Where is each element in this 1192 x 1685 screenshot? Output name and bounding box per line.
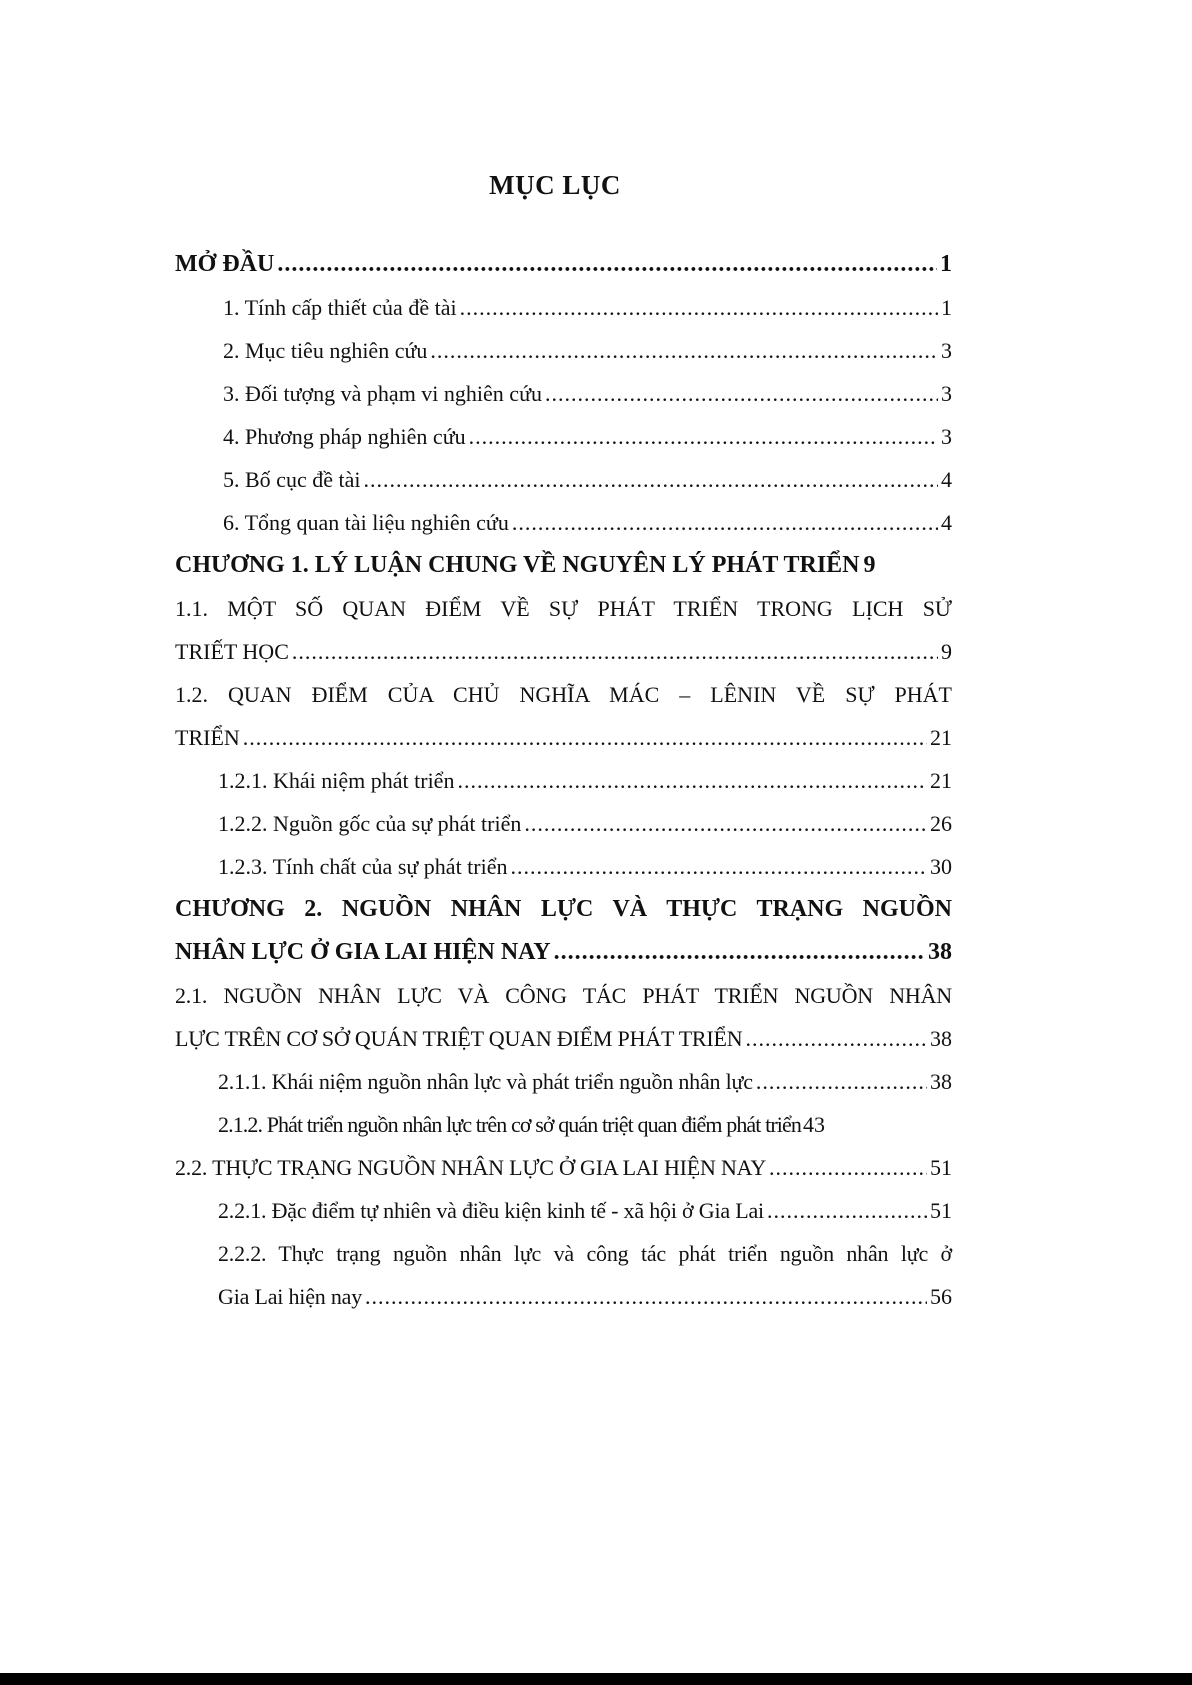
toc-entry-5[interactable]: 5. Bố cục đề tài ..... 4	[175, 458, 952, 501]
toc-entry-1-2-3[interactable]: 1.2.3. Tính chất của sự phát triển ..... 30	[175, 845, 952, 888]
page-number: 3	[941, 424, 952, 449]
toc-entry-1-2-1[interactable]: 1.2.1. Khái niệm phát triển ..... 21	[175, 759, 952, 802]
toc-entry-chapter-1[interactable]: CHƯƠNG 1. LÝ LUẬN CHUNG VỀ NGUYÊN LÝ PHÁT TRIỂN 9	[175, 544, 952, 587]
table-of-contents	[175, 243, 952, 1318]
page-number: 1	[940, 251, 952, 277]
toc-entry-1-2-2[interactable]: 1.2.2. Nguồn gốc của sự phát triển ..... 26	[175, 802, 952, 845]
toc-entry-4[interactable]: 4. Phương pháp nghiên cứu ..... 3	[175, 415, 952, 458]
toc-entry-2-2-2[interactable]: 2.2.2. Thực trạng nguồn nhân lực và công tác phát triển nguồn nhân lực ở Gia Lai hiện nay ..... 56	[175, 1232, 952, 1318]
page-number: 38	[930, 1026, 952, 1051]
toc-entry-2-1-2[interactable]: 2.1.2. Phát triển nguồn nhân lực trên cơ sở quán triệt quan điểm phát triển 43	[175, 1103, 952, 1146]
page-number: 38	[930, 1069, 952, 1094]
page-number: 1	[941, 295, 952, 320]
toc-entry-1-1[interactable]: 1.1. MỘT SỐ QUAN ĐIỂM VỀ SỰ PHÁT TRIỂN TRONG LỊCH SỬ TRIẾT HỌC ..... 9	[175, 587, 952, 673]
page-number: 51	[930, 1198, 952, 1223]
page-title: MỤC LỤC	[489, 170, 621, 200]
toc-entry-chapter-2[interactable]: CHƯƠNG 2. NGUỒN NHÂN LỰC VÀ THỰC TRẠNG NGUỒN NHÂN LỰC Ở GIA LAI HIỆN NAY ..... 38	[175, 888, 952, 974]
toc-entry-1-2[interactable]: 1.2. QUAN ĐIỂM CỦA CHỦ NGHĨA MÁC – LÊNIN VỀ SỰ PHÁT TRIỂN ..... 21	[175, 673, 952, 759]
toc-entry-3[interactable]: 3. Đối tượng và phạm vi nghiên cứu ..... 3	[175, 372, 952, 415]
toc-entry-1[interactable]: 1. Tính cấp thiết của đề tài ..... 1	[175, 286, 952, 329]
toc-entry-2-2-1[interactable]: 2.2.1. Đặc điểm tự nhiên và điều kiện kinh tế - xã hội ở Gia Lai ..... 51	[175, 1189, 952, 1232]
page-number: 30	[930, 854, 952, 879]
page-number: 9	[863, 552, 876, 578]
page-number: 38	[928, 939, 952, 965]
page-number: 26	[930, 811, 952, 836]
page-number: 21	[930, 725, 952, 750]
page-number: 56	[930, 1284, 952, 1309]
page-number: 4	[941, 467, 952, 492]
page-number: 3	[941, 338, 952, 363]
page-number: 9	[941, 639, 952, 664]
toc-entry-6[interactable]: 6. Tổng quan tài liệu nghiên cứu ..... 4	[175, 501, 952, 544]
bottom-edge-bar	[0, 1673, 1192, 1685]
toc-entry-2-1[interactable]: 2.1. NGUỒN NHÂN LỰC VÀ CÔNG TÁC PHÁT TRIỂN NGUỒN NHÂN LỰC TRÊN CƠ SỞ QUÁN TRIỆT QUAN ĐIỂM PHÁT TRIỂN ..... 38	[175, 974, 952, 1060]
page-number: 3	[941, 381, 952, 406]
toc-entry-mo-dau[interactable]: MỞ ĐẦU ..... 1	[175, 243, 952, 286]
page-number: 51	[930, 1155, 952, 1180]
page-number: 43	[802, 1112, 825, 1137]
page-number: 4	[941, 510, 952, 535]
toc-entry-2-2[interactable]: 2.2. THỰC TRẠNG NGUỒN NHÂN LỰC Ở GIA LAI HIỆN NAY ..... 51	[175, 1146, 952, 1189]
toc-entry-2-1-1[interactable]: 2.1.1. Khái niệm nguồn nhân lực và phát triển nguồn nhân lực ..... 38	[175, 1060, 952, 1103]
page-number: 21	[930, 768, 952, 793]
toc-entry-2[interactable]: 2. Mục tiêu nghiên cứu ..... 3	[175, 329, 952, 372]
